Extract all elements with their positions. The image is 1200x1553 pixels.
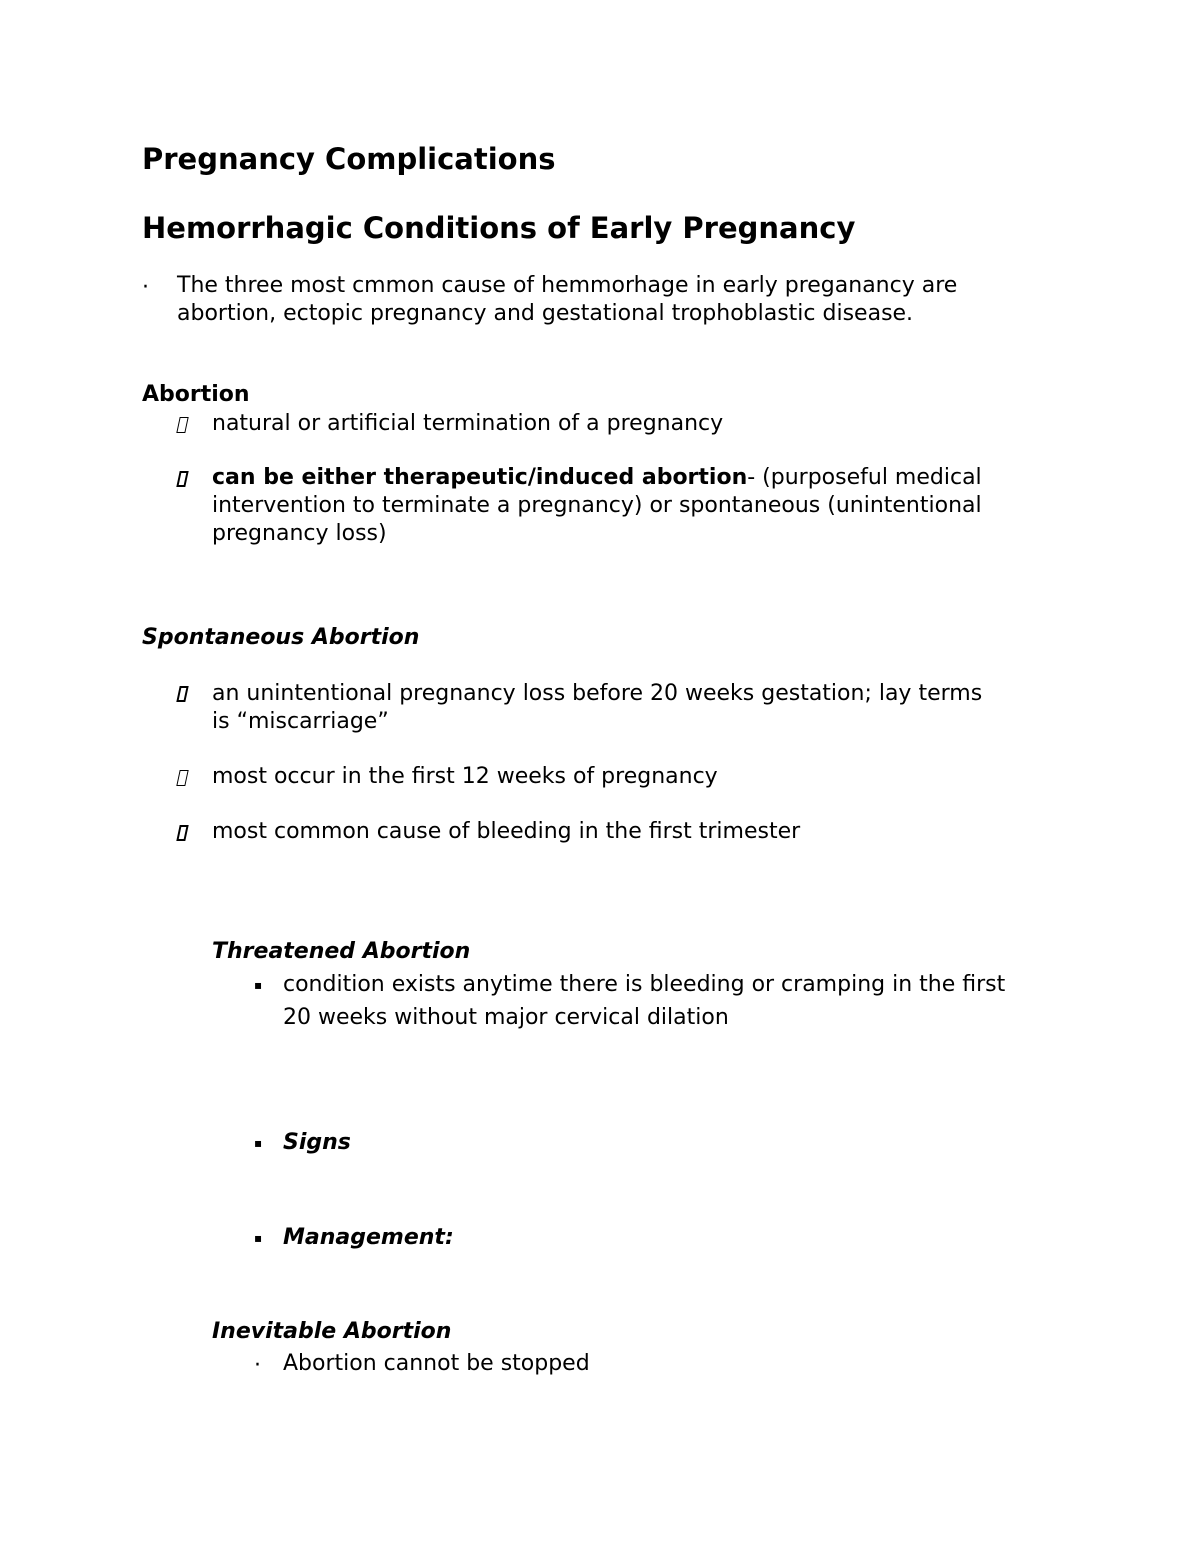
intro-line-2: abortion, ectopic pregnancy and gestational trophoblastic disease. xyxy=(177,301,914,326)
page-title: Pregnancy Complications xyxy=(142,142,556,176)
abortion-heading: Abortion xyxy=(142,382,250,407)
signs-bullet: ▪ xyxy=(254,1136,263,1150)
spontaneous-item-1-line-2: is “miscarriage” xyxy=(212,709,389,734)
spontaneous-item-3: most common cause of bleeding in the first trimester xyxy=(212,819,801,844)
bullet-box-icon xyxy=(176,417,188,433)
threatened-heading: Threatened Abortion xyxy=(212,939,471,964)
threatened-item-1-line-2: 20 weeks without major cervical dilation xyxy=(283,1005,729,1030)
intro-bullet: · xyxy=(142,275,149,300)
section-title: Hemorrhagic Conditions of Early Pregnancy xyxy=(142,211,856,245)
abortion-item-2-rest: - (purposeful medical xyxy=(747,465,982,490)
inevitable-bullet: · xyxy=(254,1353,261,1378)
threatened-item-1-line-1: condition exists anytime there is bleeding or cramping in the first xyxy=(283,972,1006,997)
bullet-box-icon xyxy=(176,825,188,841)
intro-line-1: The three most cmmon cause of hemmorhage in early preganancy are xyxy=(177,273,958,298)
abortion-item-2-line-2: intervention to terminate a pregnancy) or spontaneous (unintentional xyxy=(212,493,982,518)
inevitable-item-1: Abortion cannot be stopped xyxy=(283,1351,590,1376)
threatened-bullet: ▪ xyxy=(254,978,263,992)
spontaneous-item-2: most occur in the first 12 weeks of pregnancy xyxy=(212,764,718,789)
abortion-item-2-line-3: pregnancy loss) xyxy=(212,521,387,546)
bullet-box-icon xyxy=(176,770,188,786)
bullet-box-icon xyxy=(176,686,188,702)
bullet-box-icon xyxy=(176,471,188,487)
spontaneous-item-1-line-1: an unintentional pregnancy loss before 20 weeks gestation; lay terms xyxy=(212,681,983,706)
signs-label: Signs xyxy=(283,1130,351,1155)
abortion-item-2-bold: can be either therapeutic/induced abortion xyxy=(212,465,748,490)
management-bullet: ▪ xyxy=(254,1231,263,1245)
abortion-item-1: natural or artificial termination of a pregnancy xyxy=(212,411,724,436)
management-label: Management: xyxy=(283,1225,454,1250)
abortion-item-2-line-1 xyxy=(212,464,982,492)
spontaneous-heading: Spontaneous Abortion xyxy=(142,625,420,650)
inevitable-heading: Inevitable Abortion xyxy=(212,1319,452,1344)
